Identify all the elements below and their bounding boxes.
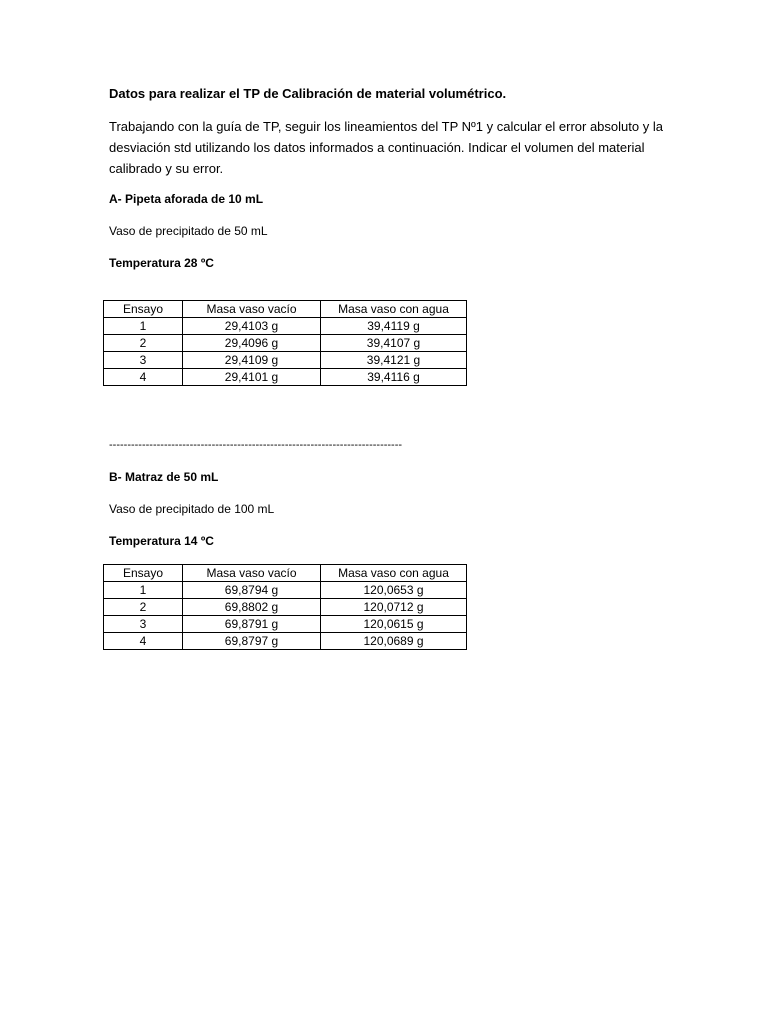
table-header-row (104, 301, 467, 318)
column-header: Masa vaso vacío (183, 565, 321, 582)
table-row (104, 599, 467, 616)
section-separator: -------------------------------------------------------------------------------- (109, 439, 403, 451)
table-cell: 1 (104, 582, 183, 599)
table-cell: 69,8791 g (183, 616, 321, 633)
table-cell: 1 (104, 318, 183, 335)
table-cell: 120,0653 g (321, 582, 467, 599)
section-a-heading: A- Pipeta aforada de 10 mL (109, 192, 264, 206)
table-cell: 39,4119 g (321, 318, 467, 335)
table-row (104, 582, 467, 599)
table-cell: 2 (104, 335, 183, 352)
table-cell: 2 (104, 599, 183, 616)
table-row (104, 352, 467, 369)
table-header-row (104, 565, 467, 582)
table-cell: 120,0689 g (321, 633, 467, 650)
table-cell: 120,0712 g (321, 599, 467, 616)
table-cell: 69,8802 g (183, 599, 321, 616)
section-a-table (103, 300, 467, 386)
table-cell: 29,4103 g (183, 318, 321, 335)
table-cell: 29,4101 g (183, 369, 321, 386)
table-cell: 4 (104, 633, 183, 650)
table-cell: 3 (104, 352, 183, 369)
section-b-table (103, 564, 467, 650)
table-cell: 29,4109 g (183, 352, 321, 369)
column-header: Masa vaso con agua (321, 301, 467, 318)
column-header: Ensayo (104, 565, 183, 582)
section-b-temperature: Temperatura 14 ºC (109, 534, 214, 548)
table-cell: 120,0615 g (321, 616, 467, 633)
section-b-heading: B- Matraz de 50 mL (109, 470, 219, 484)
table-cell: 69,8794 g (183, 582, 321, 599)
section-b-vessel: Vaso de precipitado de 100 mL (109, 502, 275, 516)
table-row (104, 616, 467, 633)
document-title: Datos para realizar el TP de Calibración de material volumétrico. (109, 86, 507, 101)
table-row (104, 369, 467, 386)
table-cell: 39,4107 g (321, 335, 467, 352)
table-cell: 29,4096 g (183, 335, 321, 352)
table-cell: 39,4116 g (321, 369, 467, 386)
table-cell: 39,4121 g (321, 352, 467, 369)
section-a-temperature: Temperatura 28 ºC (109, 256, 214, 270)
section-a-vessel: Vaso de precipitado de 50 mL (109, 224, 268, 238)
table-cell: 3 (104, 616, 183, 633)
table-cell: 4 (104, 369, 183, 386)
table-row (104, 318, 467, 335)
table-row (104, 633, 467, 650)
column-header: Masa vaso con agua (321, 565, 467, 582)
table-cell: 69,8797 g (183, 633, 321, 650)
table-row (104, 335, 467, 352)
column-header: Ensayo (104, 301, 183, 318)
intro-paragraph: Trabajando con la guía de TP, seguir los lineamientos del TP Nº1 y calcular el error absoluto y la desviación std utilizando los datos informados a continuación. Indicar el volumen del material calibrado y su error. (109, 119, 663, 176)
column-header: Masa vaso vacío (183, 301, 321, 318)
